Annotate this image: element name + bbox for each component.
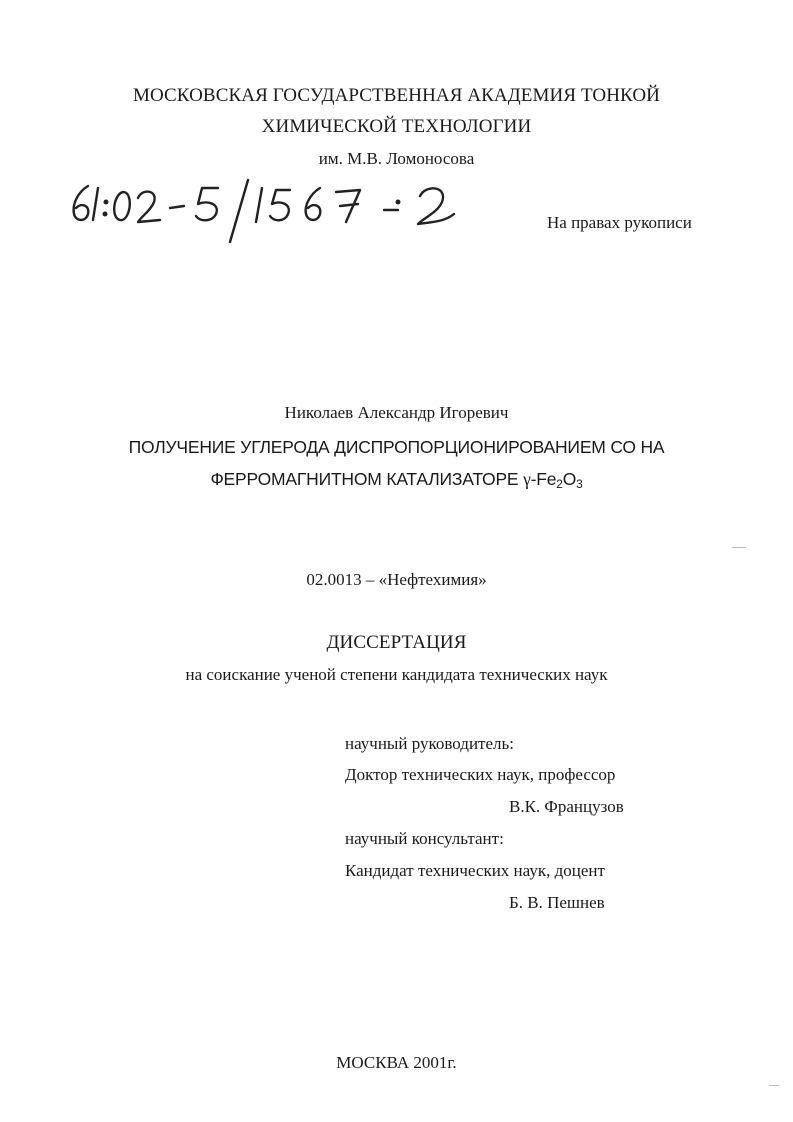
supervisor-role: научный руководитель: (345, 734, 514, 753)
title-line-1: ПОЛУЧЕНИЕ УГЛЕРОДА ДИСПРОПОРЦИОНИРОВАНИЕМ СО НА (128, 437, 665, 457)
formula-o-subscript: 3 (576, 476, 583, 491)
consultant-title: Кандидат технических наук, доцент (345, 861, 605, 880)
supervisor-title: Доктор технических наук, профессор (345, 765, 616, 784)
degree-line: на соискание ученой степени кандидата технических наук (185, 665, 608, 684)
institution-line-2: ХИМИЧЕСКОЙ ТЕХНОЛОГИИ (261, 116, 532, 137)
document-type: ДИССЕРТАЦИЯ (326, 632, 467, 653)
scan-speck (769, 1085, 779, 1086)
title-line-2 (0, 469, 793, 491)
specialty-code: 02.0013 – «Нефтехимия» (306, 570, 487, 589)
title-line-2-text: ФЕРРОМАГНИТНОМ КАТАЛИЗАТОРЕ (210, 469, 524, 489)
formula-fe: -Fe (530, 469, 557, 489)
formula-fe-subscript: 2 (556, 476, 563, 491)
consultant-name: Б. В. Пешнев (509, 893, 605, 912)
formula-gamma: γ (523, 469, 531, 489)
handwritten-archive-code (68, 178, 468, 250)
manuscript-rights: На правах рукописи (547, 213, 692, 232)
institution-line-1: МОСКОВСКАЯ ГОСУДАРСТВЕННАЯ АКАДЕМИЯ ТОНКОЙ (132, 85, 660, 106)
scan-speck (732, 547, 746, 548)
institution-line-3: им. М.В. Ломоносова (318, 149, 475, 168)
consultant-role: научный консультант: (345, 829, 504, 848)
place-year: МОСКВА 2001г. (336, 1053, 457, 1072)
formula-o: O (562, 469, 577, 489)
author-name: Николаев Александр Игоревич (284, 403, 509, 422)
supervisor-name: В.К. Французов (509, 797, 624, 816)
